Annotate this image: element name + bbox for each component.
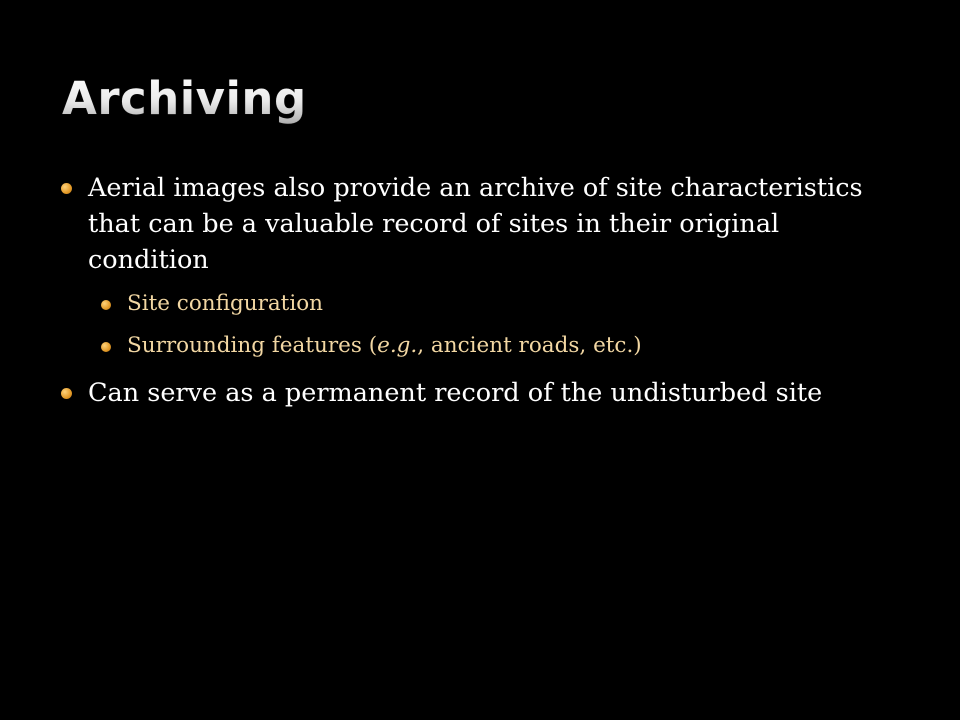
sub-bullet-icon bbox=[101, 300, 111, 310]
bullet-item bbox=[60, 170, 900, 278]
sub-bullet-item bbox=[60, 331, 900, 361]
slide-title: Archiving bbox=[62, 72, 307, 125]
bullet-icon bbox=[61, 388, 72, 399]
sub-bullet-item bbox=[60, 289, 900, 319]
sub-bullet-text-suffix: , ancient roads, etc.) bbox=[417, 333, 642, 358]
bullet-item bbox=[60, 375, 900, 411]
slide-body bbox=[60, 166, 900, 411]
sub-bullet-text-prefix: Surrounding features ( bbox=[127, 333, 378, 358]
bullet-icon bbox=[61, 183, 72, 194]
sub-bullet-text-italic: e.g. bbox=[377, 333, 418, 358]
bullet-text: Can serve as a permanent record of the undisturbed site bbox=[88, 378, 823, 408]
sub-bullet-text: Site configuration bbox=[127, 291, 323, 316]
sub-bullet-icon bbox=[101, 342, 111, 352]
bullet-text: Aerial images also provide an archive of site characteristics that can be a valuable record of sites in their original condition bbox=[88, 173, 863, 275]
